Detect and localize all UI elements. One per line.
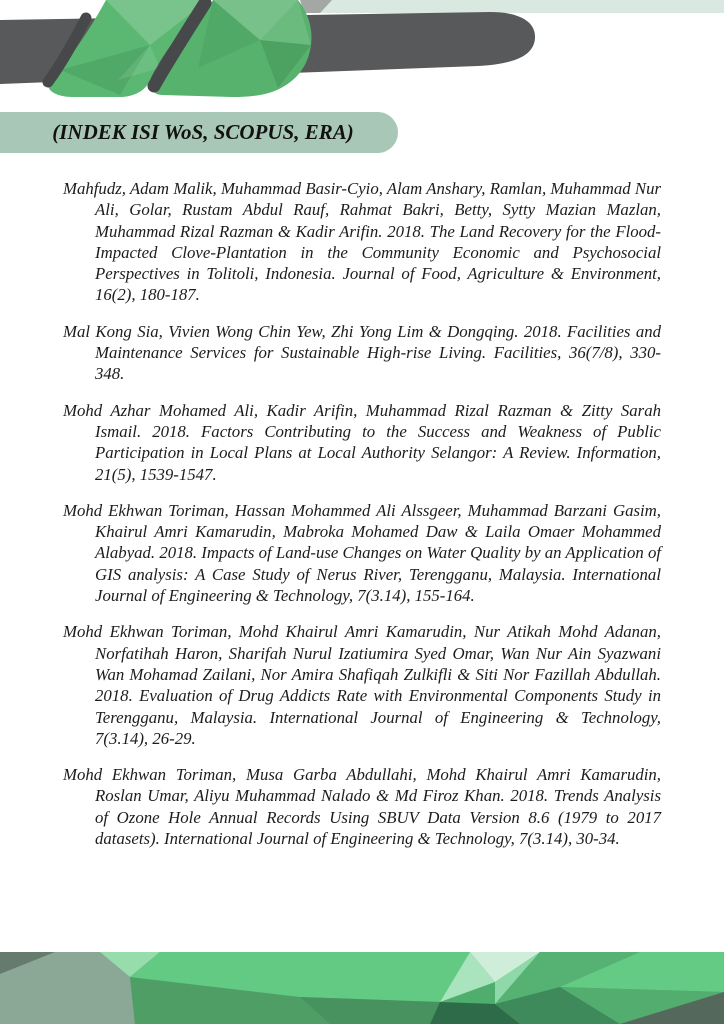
reference-entry: Mohd Ekhwan Toriman, Hassan Mohammed Ali Alssgeer, Muhammad Barzani Gasim, Khairul Amri Kamarudin, Mabroka Mohamed Daw & Laila Omaer Mohammed Alabyad. 2018. Impacts of Land-use Changes on Water Quality by an Application of GIS analysis: A Case Study of Nerus River, Terengganu, Malaysia. International Journal of Engineering & Technology, 7(3.14), 155-164. [63,500,661,606]
index-banner-label: (INDEK ISI WoS, SCOPUS, ERA) [52,120,354,144]
index-banner [0,112,398,153]
mint-strip-shape [310,0,724,13]
header-decoration-art [0,0,724,110]
reference-entry: Mohd Azhar Mohamed Ali, Kadir Arifin, Muhammad Rizal Razman & Zitty Sarah Ismail. 2018. Factors Contributing to the Success and Weakness of Public Participation in Local Plans at Local Authority Selangor: A Review. Information, 21(5), 1539-1547. [63,400,661,484]
reference-list [63,178,661,864]
footer-decoration-art [0,952,724,1024]
reference-entry: Mahfudz, Adam Malik, Muhammad Basir-Cyio, Alam Anshary, Ramlan, Muhammad Nur Ali, Golar, Rustam Abdul Rauf, Rahmat Bakri, Betty, Sytty Mazian Mazlan, Muhammad Rizal Razman & Kadir Arifin. 2018. The Land Recovery for the Flood-Impacted Clove-Plantation in the Community Economic and Psychosocial Perspectives in Tolitoli, Indonesia. Journal of Food, Agriculture & Environment, 16(2), 180-187. [63,179,661,305]
reference-entry: Mohd Ekhwan Toriman, Musa Garba Abdullahi, Mohd Khairul Amri Kamarudin, Roslan Umar, Aliyu Muhammad Nalado & Md Firoz Khan. 2018. Trends Analysis of Ozone Hole Annual Records Using SBUV Data Version 8.6 (1979 to 2017 datasets). International Journal of Engineering & Technology, 7(3.14), 30-34. [63,765,661,849]
reference-entry: Mohd Ekhwan Toriman, Mohd Khairul Amri Kamarudin, Nur Atikah Mohd Adanan, Norfatihah Haron, Sharifah Nurul Izatiumira Syed Omar, Wan Nur Ain Syazwani Wan Mohamad Zailani, Nor Amira Shafiqah Zulkifli & Siti Nor Fazillah Abdullah. 2018. Evaluation of Drug Addicts Rate with Environmental Components Study in Terengganu, Malaysia. International Journal of Engineering & Technology, 7(3.14), 26-29. [63,622,661,748]
reference-entry: Mal Kong Sia, Vivien Wong Chin Yew, Zhi Yong Lim & Dongqing. 2018. Facilities and Maintenance Services for Sustainable High-rise Living. Facilities, 36(7/8), 330-348. [63,321,661,384]
